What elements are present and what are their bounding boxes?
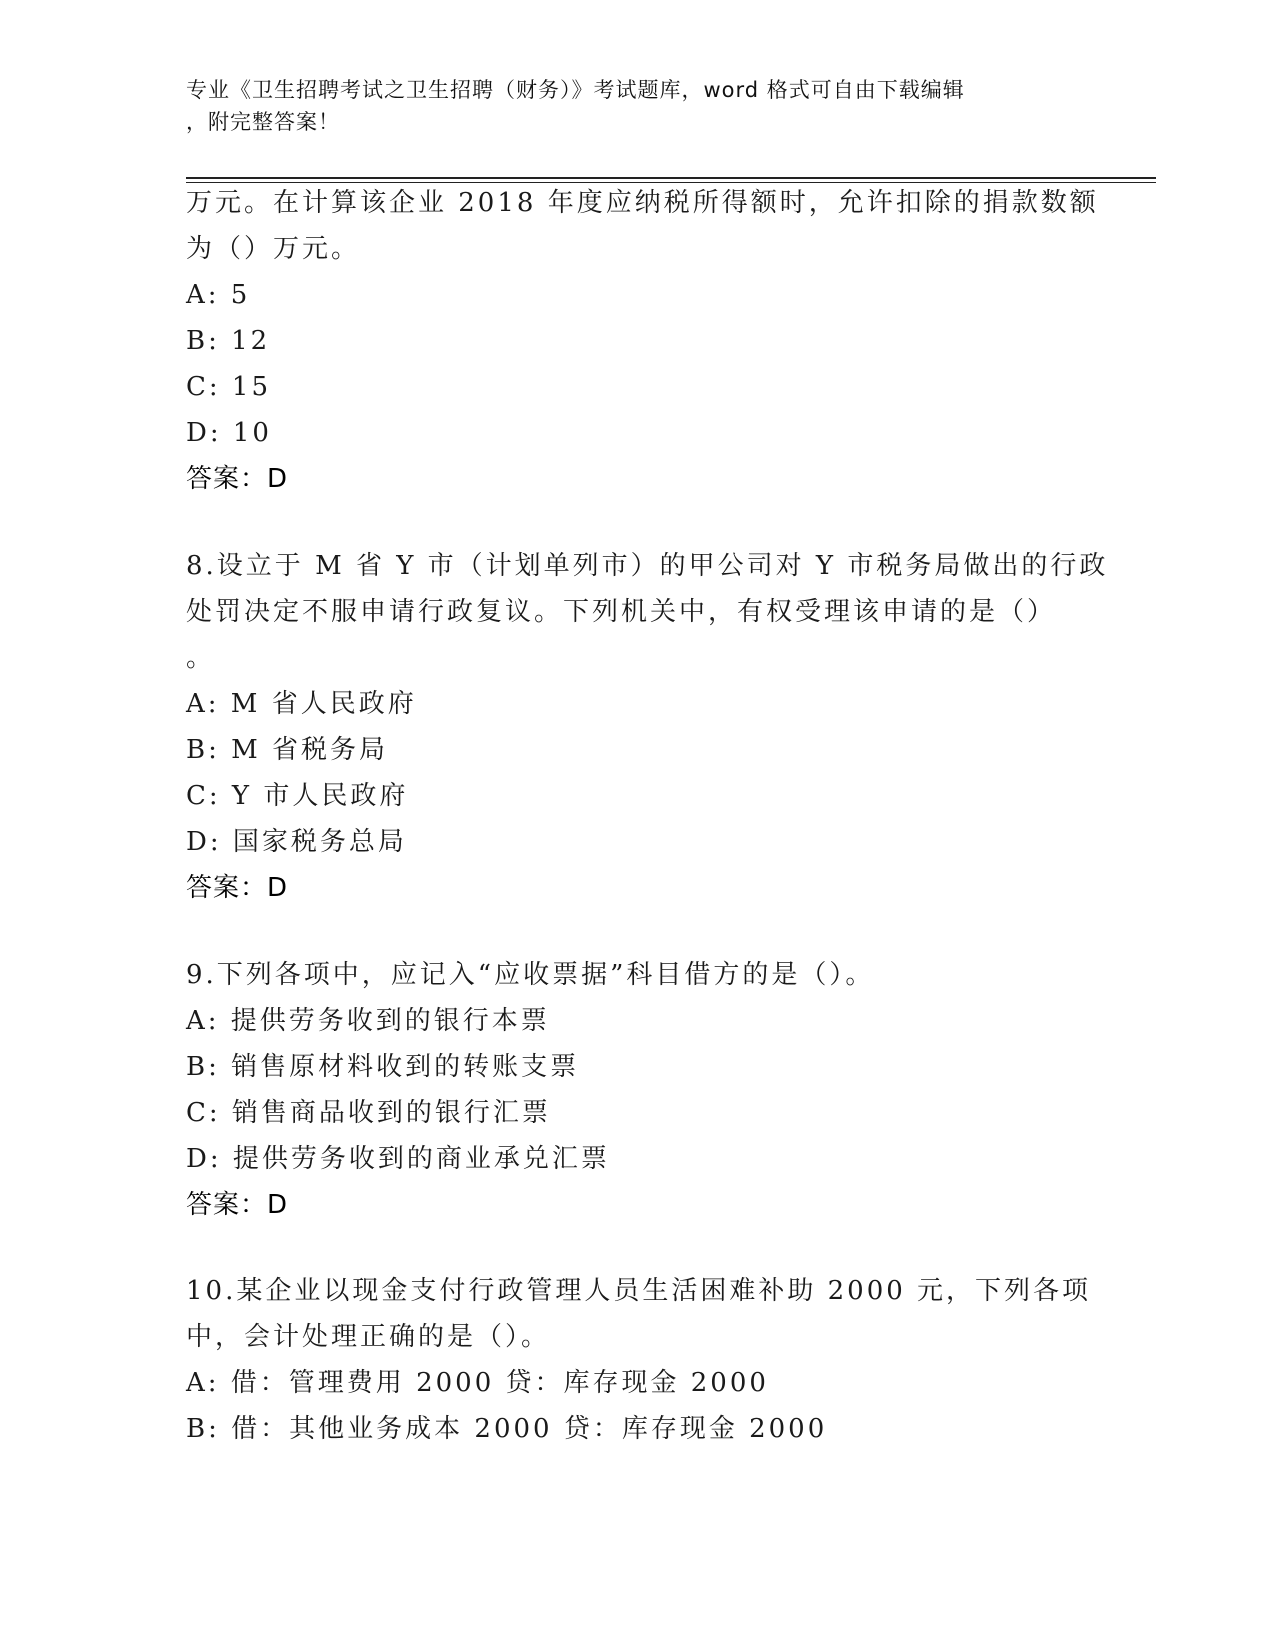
question-text: 。 (186, 643, 216, 673)
option-b: B: 12 (186, 326, 271, 356)
question-text: 10.某企业以现金支付行政管理人员生活困难补助 2000 元，下列各项 (186, 1276, 1092, 1306)
option-b: B: 销售原材料收到的转账支票 (186, 1052, 580, 1082)
question-7 (186, 180, 1099, 502)
document-header (186, 74, 1066, 138)
question-8 (186, 543, 1109, 911)
option-d: D: 提供劳务收到的商业承兑汇票 (186, 1144, 610, 1174)
question-10 (186, 1268, 1092, 1452)
question-text: 中，会计处理正确的是（）。 (186, 1322, 551, 1352)
option-c: C: 15 (186, 372, 272, 402)
option-c: C: Y 市人民政府 (186, 781, 409, 811)
option-a: A: M 省人民政府 (186, 689, 417, 719)
header-line-2: ，附完整答案！ (186, 110, 340, 134)
header-divider-thick (186, 177, 1156, 179)
question-text: 8.设立于 M 省 Y 市（计划单列市）的甲公司对 Y 市税务局做出的行政 (186, 551, 1109, 581)
option-c: C: 销售商品收到的银行汇票 (186, 1098, 551, 1128)
question-text: 处罚决定不服申请行政复议。下列机关中，有权受理该申请的是（） (186, 597, 1057, 627)
option-a: A: 提供劳务收到的银行本票 (186, 1006, 550, 1036)
option-b: B: M 省税务局 (186, 735, 389, 765)
option-a: A: 5 (186, 280, 251, 310)
option-d: D: 国家税务总局 (186, 827, 407, 857)
answer: 答案：D (186, 464, 289, 494)
answer: 答案：D (186, 1190, 289, 1220)
option-a: A: 借：管理费用 2000 贷：库存现金 2000 (186, 1368, 769, 1398)
question-9 (186, 952, 1066, 1228)
question-text: 9.下列各项中，应记入“应收票据”科目借方的是（）。 (186, 960, 875, 990)
option-d: D: 10 (186, 418, 272, 448)
question-text: 万元。在计算该企业 2018 年度应纳税所得额时，允许扣除的捐款数额 (186, 188, 1099, 218)
option-b: B: 借：其他业务成本 2000 贷：库存现金 2000 (186, 1414, 828, 1444)
question-text: 为（）万元。 (186, 234, 361, 264)
header-line-1: 专业《卫生招聘考试之卫生招聘（财务）》考试题库，word 格式可自由下载编辑 (186, 78, 965, 102)
answer: 答案：D (186, 873, 289, 903)
